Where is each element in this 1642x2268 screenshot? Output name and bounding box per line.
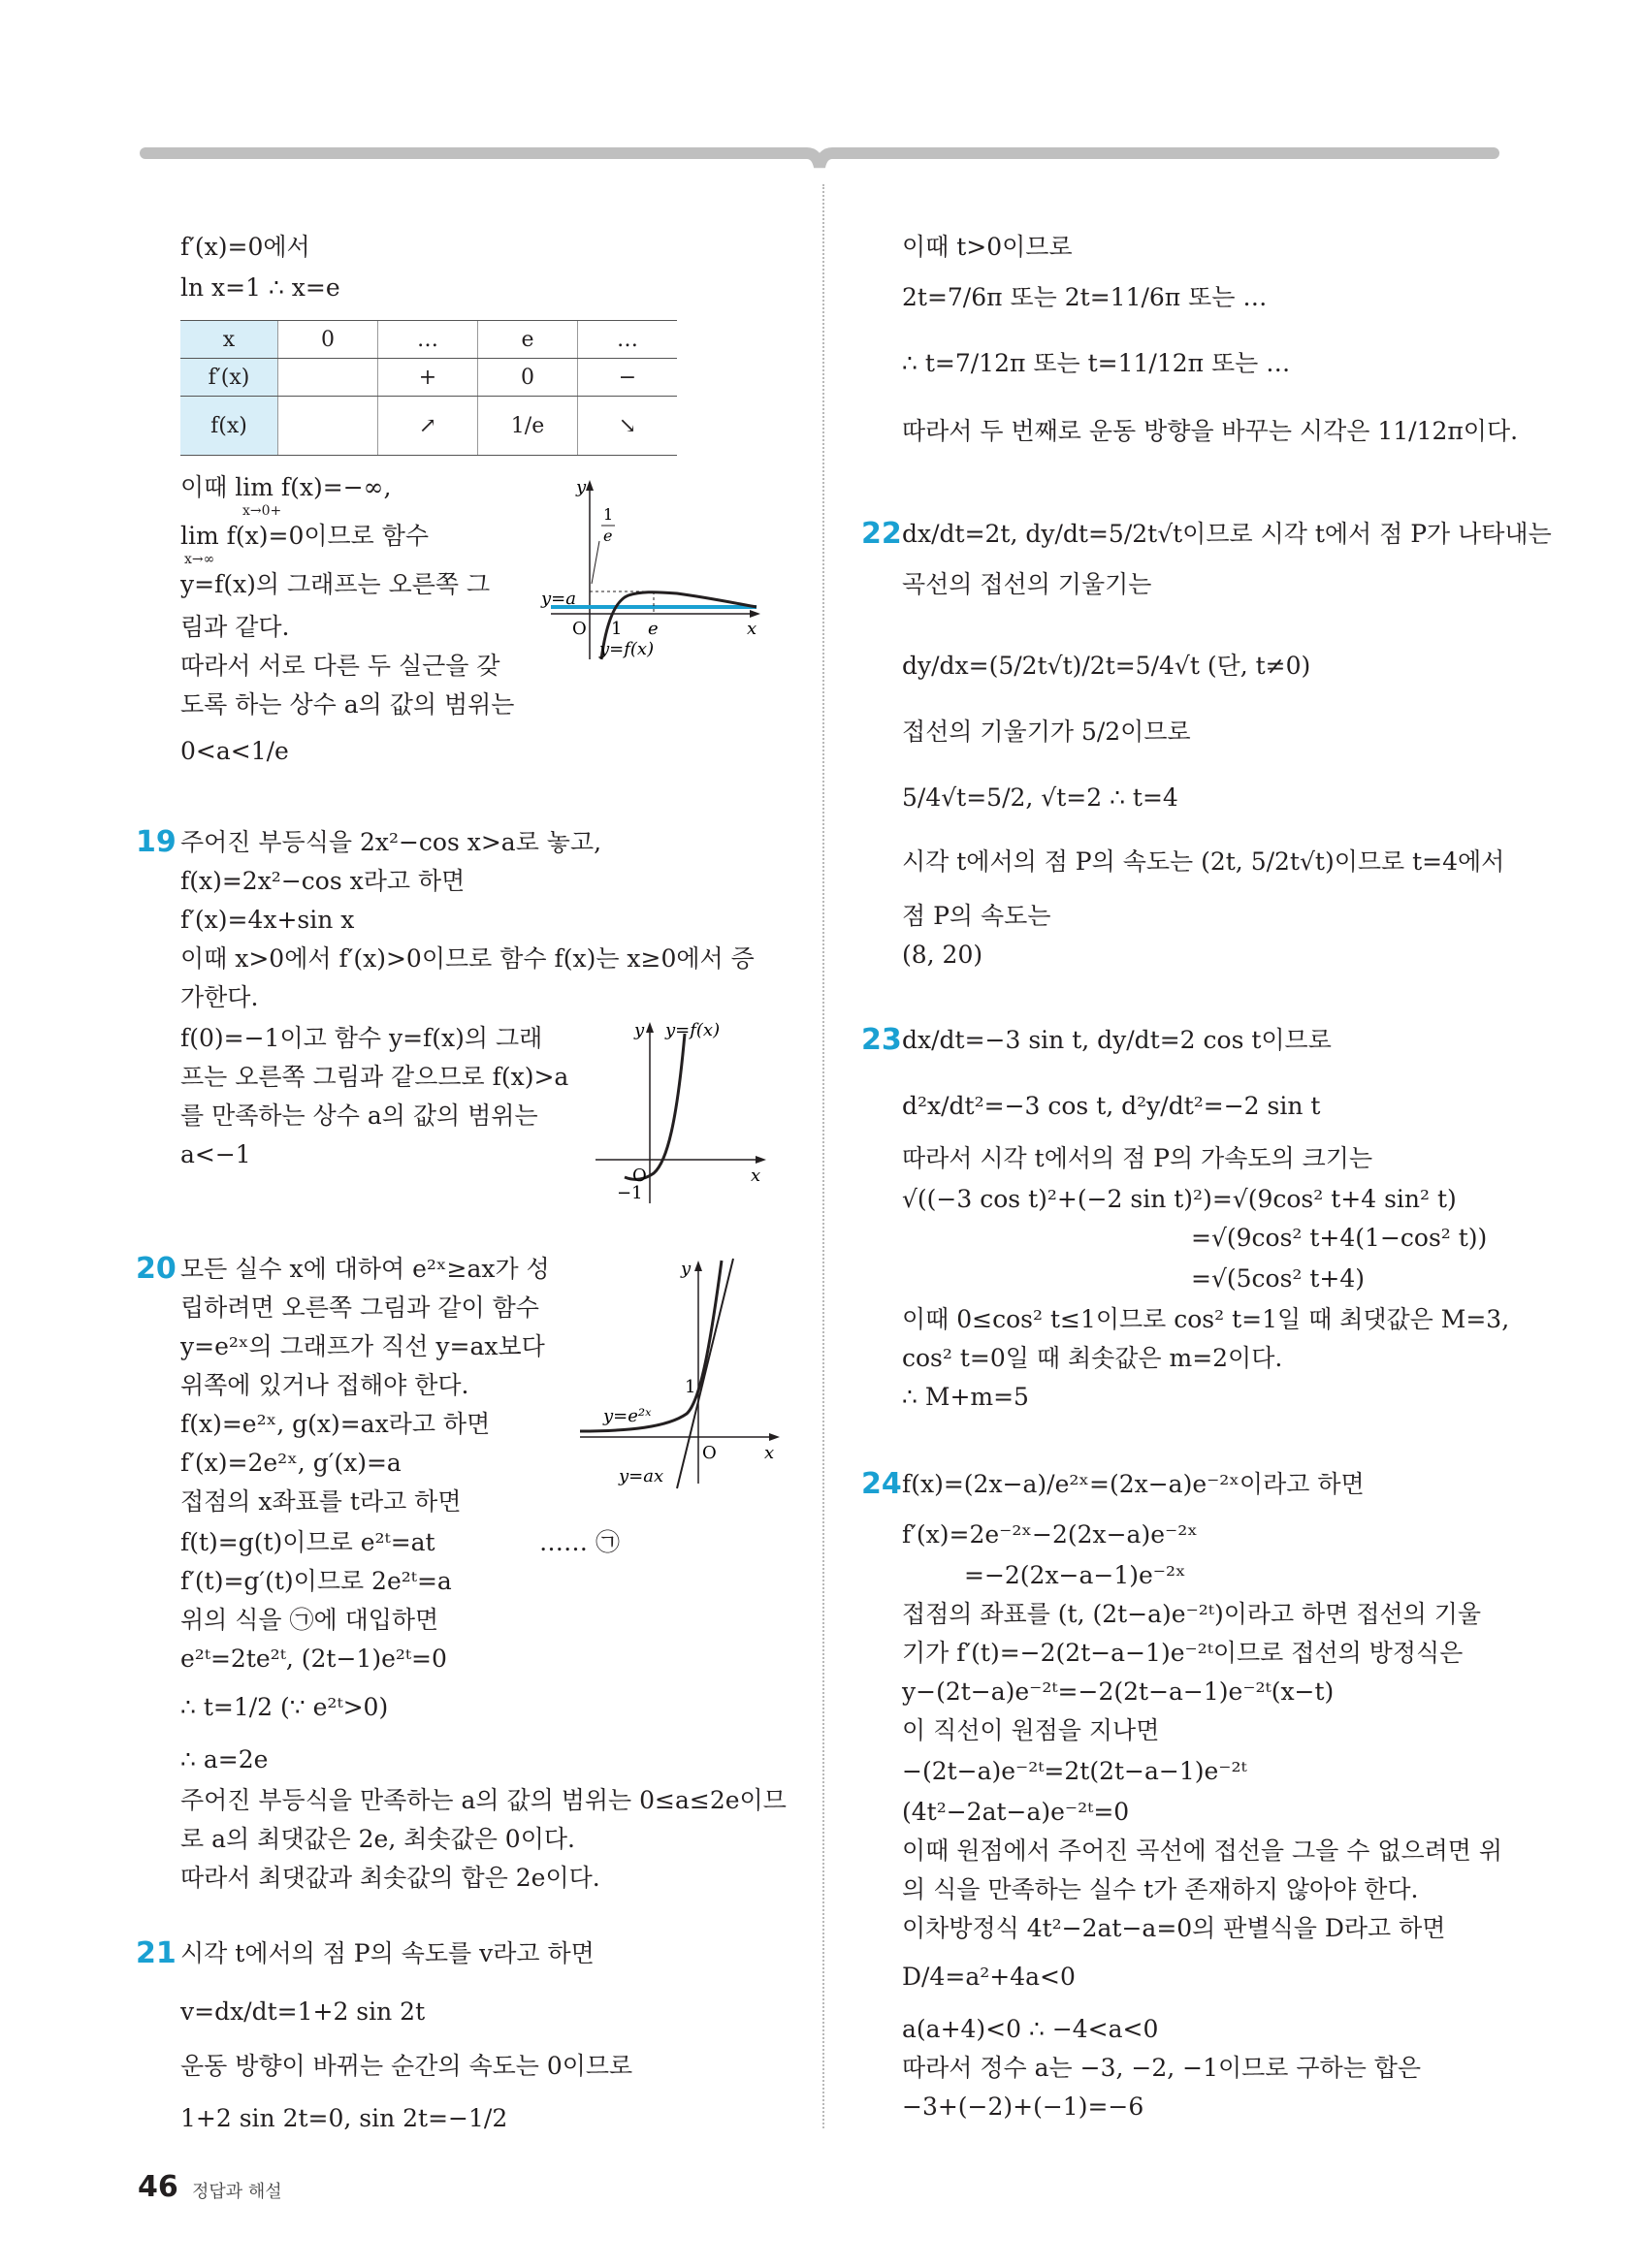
text-line: dx/dt=−3 sin t, dy/dt=2 cos t이므로: [902, 1026, 1332, 1054]
text-line: 위쪽에 있거나 접해야 한다.: [180, 1371, 469, 1399]
table-cell: ↘: [578, 397, 678, 456]
arrow-icon: [756, 1156, 766, 1164]
text-line: 가한다.: [180, 983, 259, 1011]
text-line: 의 식을 만족하는 실수 t가 존재하지 않아야 한다.: [902, 1875, 1419, 1903]
text-line: f(x)=2x²−cos x라고 하면: [180, 867, 466, 895]
text-line: d²x/dt²=−3 cos t, d²y/dt²=−2 sin t: [902, 1092, 1321, 1120]
table-cell: …: [578, 321, 678, 359]
text-line: v=dx/dt=1+2 sin 2t: [180, 1997, 426, 2026]
text-line: …… ㉠: [539, 1528, 620, 1556]
text-line: 이 직선이 원점을 지나면: [902, 1716, 1160, 1744]
table-cell: f(x): [180, 397, 278, 456]
text-line: =√(5cos² t+4): [1191, 1264, 1366, 1293]
text-line: y=f(x)의 그래프는 오른쪽 그: [180, 570, 491, 598]
origin-label: O: [632, 1166, 647, 1186]
axis-label: y: [634, 1020, 645, 1040]
text-line: 이때 t>0이므로: [902, 233, 1073, 261]
text-line: 이때 0≤cos² t≤1이므로 cos² t=1일 때 최댓값은 M=3,: [902, 1305, 1510, 1333]
axis-label: x: [747, 619, 757, 639]
text-line: dx/dt=2t, dy/dt=5/2t√t이므로 시각 t에서 점 P가 나타내는: [902, 520, 1552, 548]
text-line: −(2t−a)e⁻²ᵗ=2t(2t−a−1)e⁻²ᵗ: [902, 1757, 1247, 1785]
axis-label: 1: [685, 1377, 696, 1397]
text-line: 1+2 sin 2t=0, sin 2t=−1/2: [180, 2104, 508, 2132]
text-line: f(x)=e²ˣ, g(x)=ax라고 하면: [180, 1410, 491, 1438]
text-line: 2t=7/6π 또는 2t=11/6π 또는 …: [902, 283, 1268, 311]
text-line: lim f(x)=0이므로 함수: [180, 522, 430, 550]
table-cell: −: [578, 359, 678, 397]
text-line: 도록 하는 상수 a의 값의 범위는: [180, 690, 515, 719]
axis-label: y=a: [541, 589, 576, 609]
axis-label: −1: [617, 1183, 643, 1203]
text-line: 모든 실수 x에 대하여 e²ˣ≥ax가 성: [180, 1255, 550, 1283]
arrow-icon: [769, 1433, 780, 1441]
text-line: 기가 f′(t)=−2(2t−a−1)e⁻²ᵗ이므로 접선의 방정식은: [902, 1639, 1464, 1667]
text-line: 따라서 최댓값과 최솟값의 합은 2e이다.: [180, 1864, 600, 1892]
axis-label: y: [681, 1259, 692, 1279]
table-cell: 0: [278, 321, 378, 359]
text-line: 따라서 시각 t에서의 점 P의 가속도의 크기는: [902, 1144, 1373, 1172]
table-cell: 0: [478, 359, 578, 397]
text-line: f(t)=g(t)이므로 e²ᵗ=at: [180, 1528, 435, 1556]
text-line: f′(x)=2e²ˣ, g′(x)=a: [180, 1449, 402, 1477]
problem-number: 19: [136, 825, 177, 859]
text-line: (8, 20): [902, 941, 983, 969]
axis-label: 1: [603, 505, 614, 524]
table-row: [180, 397, 677, 456]
text-line: =−2(2x−a−1)e⁻²ˣ: [964, 1561, 1186, 1589]
text-line: 림과 같다.: [180, 613, 290, 641]
text-line: ∴ M+m=5: [902, 1383, 1029, 1411]
table-cell: +: [378, 359, 478, 397]
text-line: 주어진 부등식을 2x²−cos x>a로 놓고,: [180, 828, 602, 856]
sign-table: [180, 320, 677, 456]
text-line: (4t²−2at−a)e⁻²ᵗ=0: [902, 1798, 1130, 1826]
arrow-icon: [694, 1261, 702, 1271]
text-line: 로 a의 최댓값은 2e, 최솟값은 0이다.: [180, 1825, 575, 1853]
text-line: √((−3 cos t)²+(−2 sin t)²)=√(9cos² t+4 sin² t): [902, 1185, 1457, 1213]
text-line: 시각 t에서의 점 P의 속도는 (2t, 5/2t√t)이므로 t=4에서: [902, 847, 1505, 876]
text-line: 0<a<1/e: [180, 737, 289, 765]
table-cell: f′(x): [180, 359, 278, 397]
problem-number: 21: [136, 1936, 177, 1970]
text-line: 5/4√t=5/2, √t=2 ∴ t=4: [902, 783, 1178, 812]
graph-18: [531, 475, 764, 669]
text-line: 따라서 서로 다른 두 실근을 갖: [180, 652, 500, 680]
text-line: dy/dx=(5/2t√t)/2t=5/4√t (단, t≠0): [902, 652, 1311, 680]
text-line: 따라서 정수 a는 −3, −2, −1이므로 구하는 합은: [902, 2054, 1422, 2082]
axis-label: y=f(x): [599, 639, 655, 659]
text-line: 접점의 x좌표를 t라고 하면: [180, 1487, 462, 1516]
text-line: 접점의 좌표를 (t, (2t−a)e⁻²ᵗ)이라고 하면 접선의 기울: [902, 1600, 1482, 1628]
limit-subscript: x→∞: [184, 552, 215, 567]
text-line: f′(x)=4x+sin x: [180, 906, 355, 934]
text-line: y=e²ˣ의 그래프가 직선 y=ax보다: [180, 1332, 545, 1360]
axis-label: x: [751, 1166, 761, 1186]
text-line: f′(x)=0에서: [180, 233, 310, 261]
footer-label: 정답과 해설: [192, 2182, 282, 2202]
table-cell: [278, 397, 378, 456]
table-row: [180, 321, 677, 359]
text-line: e²ᵗ=2te²ᵗ, (2t−1)e²ᵗ=0: [180, 1645, 447, 1673]
text-line: −3+(−2)+(−1)=−6: [902, 2092, 1144, 2121]
text-line: a<−1: [180, 1140, 251, 1168]
origin-label: O: [702, 1443, 717, 1463]
axis-label: 1: [611, 619, 623, 639]
text-line: cos² t=0일 때 최솟값은 m=2이다.: [902, 1344, 1283, 1372]
text-line: 이차방정식 4t²−2at−a=0의 판별식을 D라고 하면: [902, 1914, 1446, 1942]
text-line: f(0)=−1이고 함수 y=f(x)의 그래: [180, 1024, 543, 1052]
problem-number: 24: [861, 1467, 902, 1501]
text-line: f(x)=(2x−a)/e²ˣ=(2x−a)e⁻²ˣ이라고 하면: [902, 1470, 1365, 1498]
text-line: 이때 lim f(x)=−∞,: [180, 473, 392, 501]
column-divider: [822, 184, 824, 2128]
text-line: ∴ t=1/2 (∵ e²ᵗ>0): [180, 1693, 389, 1721]
problem-number: 20: [136, 1252, 177, 1286]
table-row: [180, 359, 677, 397]
table-cell: 1/e: [478, 397, 578, 456]
header-bar: [138, 145, 1501, 184]
text-line: 따라서 두 번째로 운동 방향을 바꾸는 시각은 11/12π이다.: [902, 417, 1519, 445]
text-line: 시각 t에서의 점 P의 속도를 v라고 하면: [180, 1939, 595, 1967]
text-line: 를 만족하는 상수 a의 값의 범위는: [180, 1102, 538, 1130]
axis-label: y: [576, 477, 587, 497]
table-cell: x: [180, 321, 278, 359]
arrow-icon: [586, 480, 594, 491]
arrow-icon: [646, 1022, 654, 1033]
problem-number: 22: [861, 517, 902, 551]
text-line: a(a+4)<0 ∴ −4<a<0: [902, 2015, 1159, 2043]
text-line: 립하려면 오른쪽 그림과 같이 함수: [180, 1294, 539, 1322]
origin-label: O: [572, 619, 587, 639]
text-line: D/4=a²+4a<0: [902, 1963, 1076, 1991]
leader-line: [592, 541, 599, 584]
graph-19: [596, 1014, 770, 1208]
text-line: 점 P의 속도는: [902, 902, 1051, 930]
curve-fx: [625, 1034, 685, 1179]
text-line: 운동 방향이 바뀌는 순간의 속도는 0이므로: [180, 2052, 633, 2080]
axis-label: e: [603, 527, 613, 545]
page-number: 46: [138, 2170, 178, 2204]
axis-label: x: [764, 1443, 775, 1463]
text-line: 위의 식을 ㉠에 대입하면: [180, 1606, 439, 1634]
text-line: 접선의 기울기가 5/2이므로: [902, 718, 1191, 746]
table-cell: e: [478, 321, 578, 359]
table-cell: ↗: [378, 397, 478, 456]
text-line: ∴ a=2e: [180, 1745, 269, 1773]
text-line: f′(x)=2e⁻²ˣ−2(2x−a)e⁻²ˣ: [902, 1520, 1198, 1549]
text-line: ln x=1 ∴ x=e: [180, 273, 340, 302]
axis-label: y=ax: [619, 1466, 664, 1486]
limit-subscript: x→0+: [242, 503, 282, 519]
text-line: 주어진 부등식을 만족하는 a의 값의 범위는 0≤a≤2e이므: [180, 1786, 787, 1814]
axis-label: e: [648, 619, 659, 639]
graph-20: [580, 1251, 784, 1493]
text-line: f′(t)=g′(t)이므로 2e²ᵗ=a: [180, 1567, 452, 1595]
text-line: ∴ t=7/12π 또는 t=11/12π 또는 …: [902, 349, 1291, 377]
arrow-icon: [750, 610, 760, 618]
text-line: 곡선의 접선의 기울기는: [902, 570, 1152, 598]
table-cell: [278, 359, 378, 397]
text-line: 프는 오른쪽 그림과 같으므로 f(x)>a: [180, 1063, 569, 1091]
problem-number: 23: [861, 1023, 902, 1057]
table-cell: …: [378, 321, 478, 359]
text-line: 이때 x>0에서 f′(x)>0이므로 함수 f(x)는 x≥0에서 증: [180, 944, 755, 973]
text-line: 이때 원점에서 주어진 곡선에 접선을 그을 수 없으려면 위: [902, 1837, 1503, 1865]
text-line: =√(9cos² t+4(1−cos² t)): [1191, 1224, 1488, 1252]
axis-label: y=f(x): [665, 1020, 721, 1040]
text-line: y−(2t−a)e⁻²ᵗ=−2(2t−a−1)e⁻²ᵗ(x−t): [902, 1677, 1335, 1706]
axis-label: y=e²ˣ: [603, 1406, 652, 1426]
